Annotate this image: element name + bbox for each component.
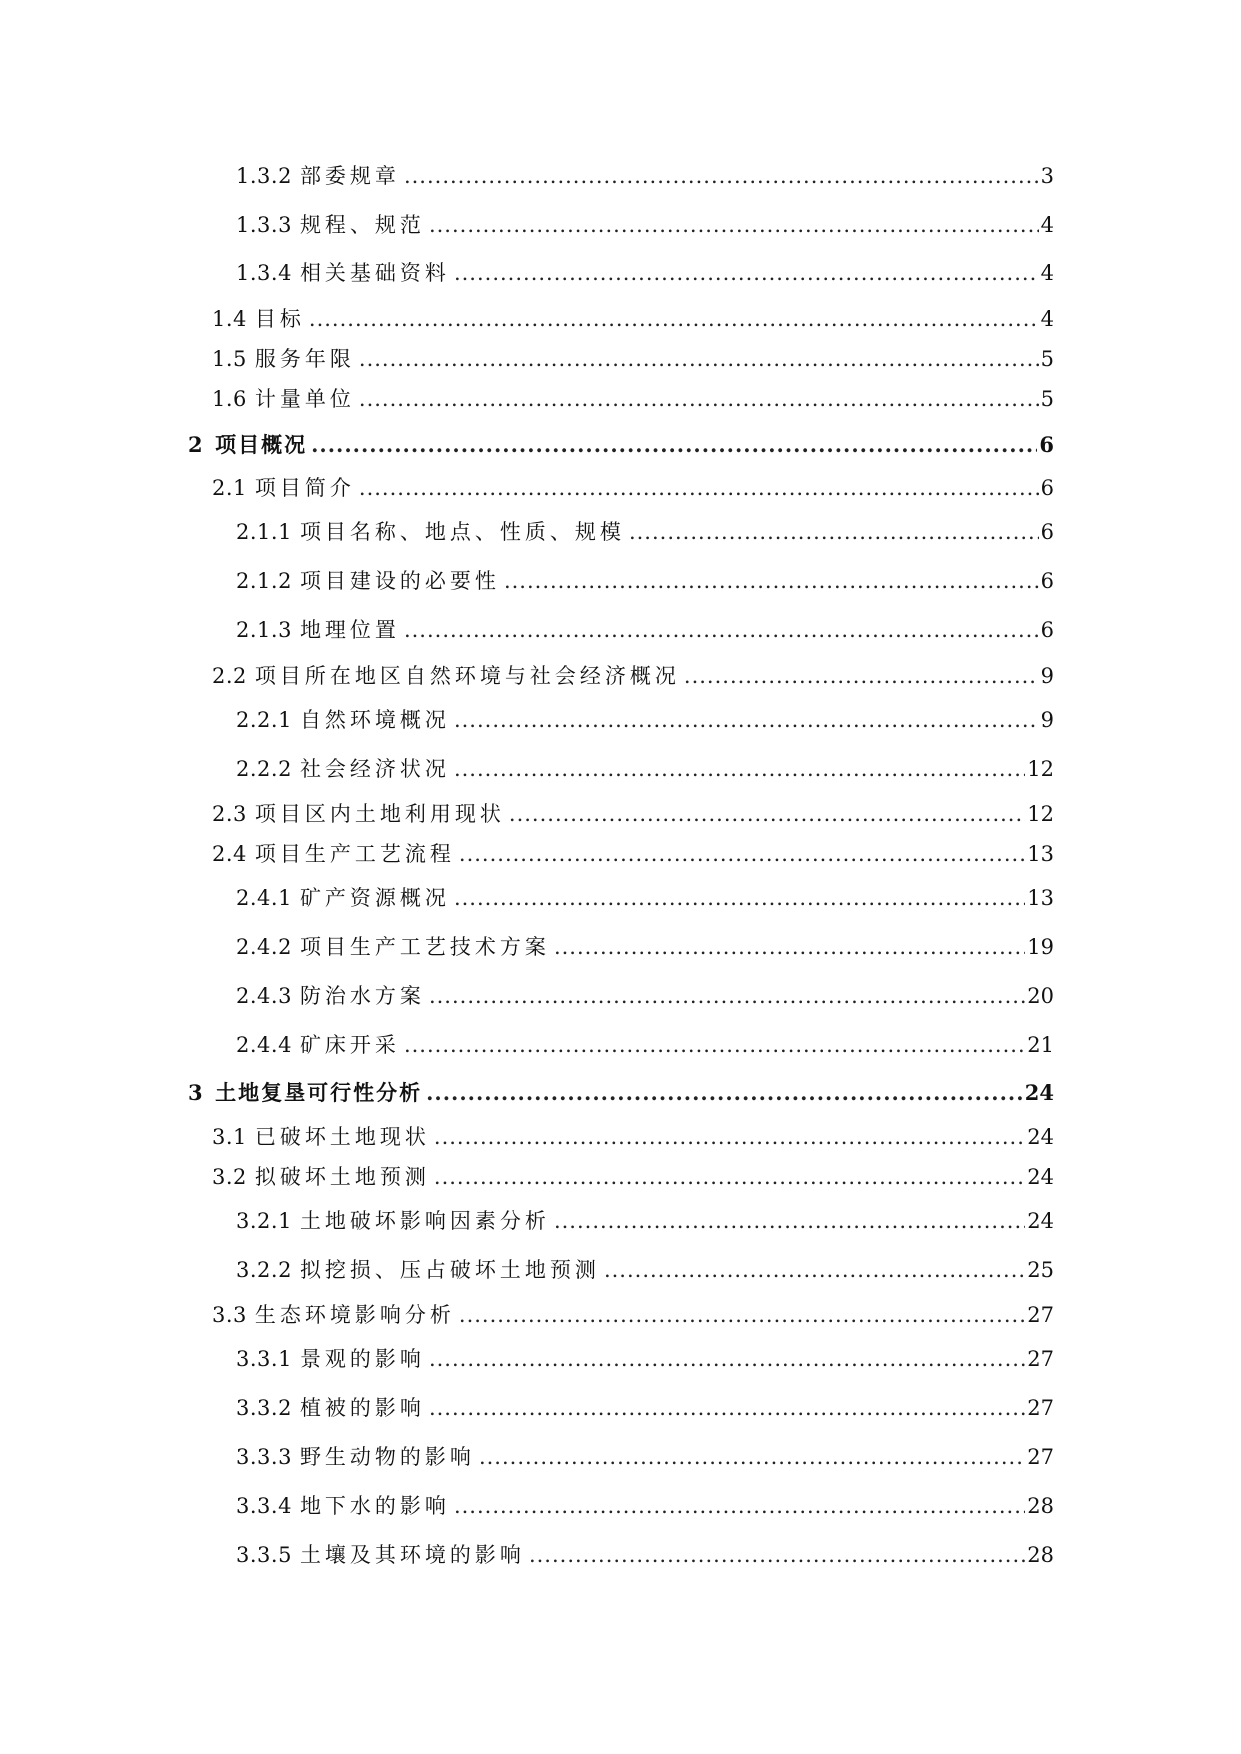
toc-dot-leader <box>459 1302 1025 1328</box>
toc-number: 2.1.3 <box>236 618 292 642</box>
toc-dot-leader <box>429 1346 1025 1372</box>
toc-number: 3.2.2 <box>236 1258 292 1282</box>
toc-dot-leader <box>529 1542 1025 1568</box>
toc-page-number: 13 <box>1027 842 1054 866</box>
toc-number: 2.4.4 <box>236 1033 292 1057</box>
toc-number: 2.4.2 <box>236 935 292 959</box>
toc-title: 社会经济状况 <box>299 757 450 781</box>
toc-entry-2-1-1[interactable] <box>236 519 1054 545</box>
toc-dot-leader <box>359 346 1039 372</box>
toc-title: 植被的影响 <box>299 1396 425 1420</box>
toc-entry-3-3-3[interactable] <box>236 1444 1054 1470</box>
toc-page-number: 9 <box>1040 664 1054 688</box>
toc-number: 3.3 <box>212 1303 247 1327</box>
toc-entry-3-2[interactable] <box>212 1164 1054 1190</box>
toc-title: 地下水的影响 <box>299 1494 450 1518</box>
toc-dot-leader <box>509 801 1025 827</box>
toc-number: 1.3.3 <box>236 213 292 237</box>
toc-page-number: 3 <box>1040 164 1054 188</box>
toc-title: 项目简介 <box>254 476 355 500</box>
toc-title: 防治水方案 <box>299 984 425 1008</box>
toc-dot-leader <box>629 519 1039 545</box>
toc-entry-3[interactable] <box>188 1080 1054 1106</box>
toc-entry-1-5[interactable] <box>212 346 1054 372</box>
toc-dot-leader <box>429 983 1025 1009</box>
toc-entry-3-3-1[interactable] <box>236 1346 1054 1372</box>
toc-number: 1.3.4 <box>236 261 292 285</box>
toc-entry-2-3[interactable] <box>212 801 1054 827</box>
toc-title: 地理位置 <box>299 618 400 642</box>
toc-page-number: 6 <box>1040 476 1054 500</box>
toc-title: 自然环境概况 <box>299 708 450 732</box>
toc-page-number: 6 <box>1039 432 1054 457</box>
toc-entry-3-3-5[interactable] <box>236 1542 1054 1568</box>
toc-number: 2.2.1 <box>236 708 292 732</box>
toc-dot-leader <box>454 1493 1025 1519</box>
toc-number: 2 <box>188 432 204 457</box>
toc-number: 2.3 <box>212 802 247 826</box>
toc-entry-2-2-1[interactable] <box>236 707 1054 733</box>
toc-page-number: 24 <box>1027 1209 1054 1233</box>
toc-entry-1-3-2[interactable] <box>236 163 1054 189</box>
toc-number: 3.3.2 <box>236 1396 292 1420</box>
toc-dot-leader <box>454 707 1039 733</box>
toc-dot-leader <box>404 1032 1025 1058</box>
toc-page-number: 4 <box>1040 261 1054 285</box>
toc-entry-2-1-3[interactable] <box>236 617 1054 643</box>
toc-page-number: 27 <box>1027 1445 1054 1469</box>
toc-title: 项目建设的必要性 <box>299 569 500 593</box>
toc-dot-leader <box>311 432 1037 458</box>
toc-page-number: 20 <box>1027 984 1054 1008</box>
toc-entry-3-3-2[interactable] <box>236 1395 1054 1421</box>
toc-number: 1.5 <box>212 347 247 371</box>
toc-number: 2.1.1 <box>236 520 292 544</box>
toc-number: 3.2.1 <box>236 1209 292 1233</box>
toc-page-number: 19 <box>1027 935 1054 959</box>
toc-page-number: 27 <box>1027 1303 1054 1327</box>
toc-dot-leader <box>454 756 1025 782</box>
toc-dot-leader <box>309 306 1039 332</box>
toc-title: 部委规章 <box>299 164 400 188</box>
toc-number: 2.2 <box>212 664 247 688</box>
toc-title: 目标 <box>254 307 305 331</box>
toc-entry-1-3-3[interactable] <box>236 212 1054 238</box>
toc-entry-2-4-3[interactable] <box>236 983 1054 1009</box>
toc-number: 1.4 <box>212 307 247 331</box>
toc-entry-2-1-2[interactable] <box>236 568 1054 594</box>
toc-dot-leader <box>459 841 1025 867</box>
toc-page-number: 21 <box>1027 1033 1054 1057</box>
toc-page-number: 6 <box>1040 618 1054 642</box>
toc-page-number: 5 <box>1040 387 1054 411</box>
toc-entry-2-4-1[interactable] <box>236 885 1054 911</box>
toc-page-number: 6 <box>1040 520 1054 544</box>
toc-entry-1-6[interactable] <box>212 386 1054 412</box>
toc-number: 2.4.1 <box>236 886 292 910</box>
toc-dot-leader <box>404 617 1039 643</box>
toc-title: 规程、规范 <box>299 213 425 237</box>
toc-page-number: 5 <box>1040 347 1054 371</box>
toc-page-number: 24 <box>1027 1125 1054 1149</box>
toc-title: 相关基础资料 <box>299 261 450 285</box>
toc-entry-3-2-1[interactable] <box>236 1208 1054 1234</box>
toc-number: 1.3.2 <box>236 164 292 188</box>
toc-dot-leader <box>684 663 1039 689</box>
toc-page-number: 24 <box>1027 1165 1054 1189</box>
toc-entry-3-3[interactable] <box>212 1302 1054 1328</box>
toc-dot-leader <box>359 386 1039 412</box>
toc-title: 拟破坏土地预测 <box>254 1165 430 1189</box>
toc-number: 3.3.1 <box>236 1347 292 1371</box>
toc-entry-1-4[interactable] <box>212 306 1054 332</box>
toc-dot-leader <box>604 1257 1025 1283</box>
toc-entry-3-1[interactable] <box>212 1124 1054 1150</box>
toc-dot-leader <box>359 475 1039 501</box>
toc-number: 3.1 <box>212 1125 247 1149</box>
toc-title: 项目生产工艺流程 <box>254 842 455 866</box>
toc-title: 项目生产工艺技术方案 <box>299 935 550 959</box>
toc-title: 生态环境影响分析 <box>254 1303 455 1327</box>
toc-page-number: 28 <box>1027 1543 1054 1567</box>
toc-number: 2.2.2 <box>236 757 292 781</box>
toc-title: 项目区内土地利用现状 <box>254 802 505 826</box>
toc-dot-leader <box>504 568 1039 594</box>
toc-dot-leader <box>554 934 1025 960</box>
toc-page-number: 24 <box>1024 1080 1054 1105</box>
toc-page-number: 27 <box>1027 1347 1054 1371</box>
toc-dot-leader <box>454 885 1025 911</box>
toc-page-number: 4 <box>1040 307 1054 331</box>
toc-page-number: 28 <box>1027 1494 1054 1518</box>
toc-dot-leader <box>434 1164 1025 1190</box>
toc-title: 土地复垦可行性分析 <box>215 1080 423 1105</box>
toc-page-number: 12 <box>1027 802 1054 826</box>
toc-title: 计量单位 <box>254 387 355 411</box>
toc-number: 2.1 <box>212 476 247 500</box>
toc-title: 服务年限 <box>254 347 355 371</box>
toc-number: 2.4 <box>212 842 247 866</box>
toc-entry-2-4-2[interactable] <box>236 934 1054 960</box>
toc-entry-3-3-4[interactable] <box>236 1493 1054 1519</box>
toc-title: 项目所在地区自然环境与社会经济概况 <box>254 664 680 688</box>
toc-entry-2[interactable] <box>188 432 1054 458</box>
toc-dot-leader <box>554 1208 1025 1234</box>
toc-title: 矿床开采 <box>299 1033 400 1057</box>
toc-entry-1-3-4[interactable] <box>236 260 1054 286</box>
toc-number: 3.2 <box>212 1165 247 1189</box>
toc-dot-leader <box>426 1080 1023 1106</box>
toc-title: 土壤及其环境的影响 <box>299 1543 525 1567</box>
toc-title: 野生动物的影响 <box>299 1445 475 1469</box>
toc-page-number: 6 <box>1040 569 1054 593</box>
toc-page-number: 13 <box>1027 886 1054 910</box>
toc-title: 项目名称、地点、性质、规模 <box>299 520 625 544</box>
toc-page-number: 9 <box>1040 708 1054 732</box>
toc-number: 3.3.4 <box>236 1494 292 1518</box>
toc-entry-2-2-2[interactable] <box>236 756 1054 782</box>
toc-dot-leader <box>454 260 1039 286</box>
toc-page-number: 4 <box>1040 213 1054 237</box>
toc-entry-2-2[interactable] <box>212 663 1054 689</box>
toc-dot-leader <box>429 1395 1025 1421</box>
toc-dot-leader <box>404 163 1039 189</box>
toc-number: 3 <box>188 1080 204 1105</box>
toc-page-number: 12 <box>1027 757 1054 781</box>
toc-title: 拟挖损、压占破坏土地预测 <box>299 1258 600 1282</box>
toc-title: 土地破坏影响因素分析 <box>299 1209 550 1233</box>
toc-entry-2-4-4[interactable] <box>236 1032 1054 1058</box>
toc-title: 矿产资源概况 <box>299 886 450 910</box>
toc-title: 已破坏土地现状 <box>254 1125 430 1149</box>
toc-number: 2.4.3 <box>236 984 292 1008</box>
toc-title: 项目概况 <box>215 432 308 457</box>
toc-entry-2-1[interactable] <box>212 475 1054 501</box>
toc-dot-leader <box>434 1124 1025 1150</box>
toc-number: 3.3.5 <box>236 1543 292 1567</box>
toc-number: 2.1.2 <box>236 569 292 593</box>
toc-entry-3-2-2[interactable] <box>236 1257 1054 1283</box>
toc-entry-2-4[interactable] <box>212 841 1054 867</box>
toc-page-number: 27 <box>1027 1396 1054 1420</box>
toc-number: 3.3.3 <box>236 1445 292 1469</box>
toc-dot-leader <box>479 1444 1025 1470</box>
toc-page-number: 25 <box>1027 1258 1054 1282</box>
toc-dot-leader <box>429 212 1039 238</box>
toc-number: 1.6 <box>212 387 247 411</box>
toc-title: 景观的影响 <box>299 1347 425 1371</box>
